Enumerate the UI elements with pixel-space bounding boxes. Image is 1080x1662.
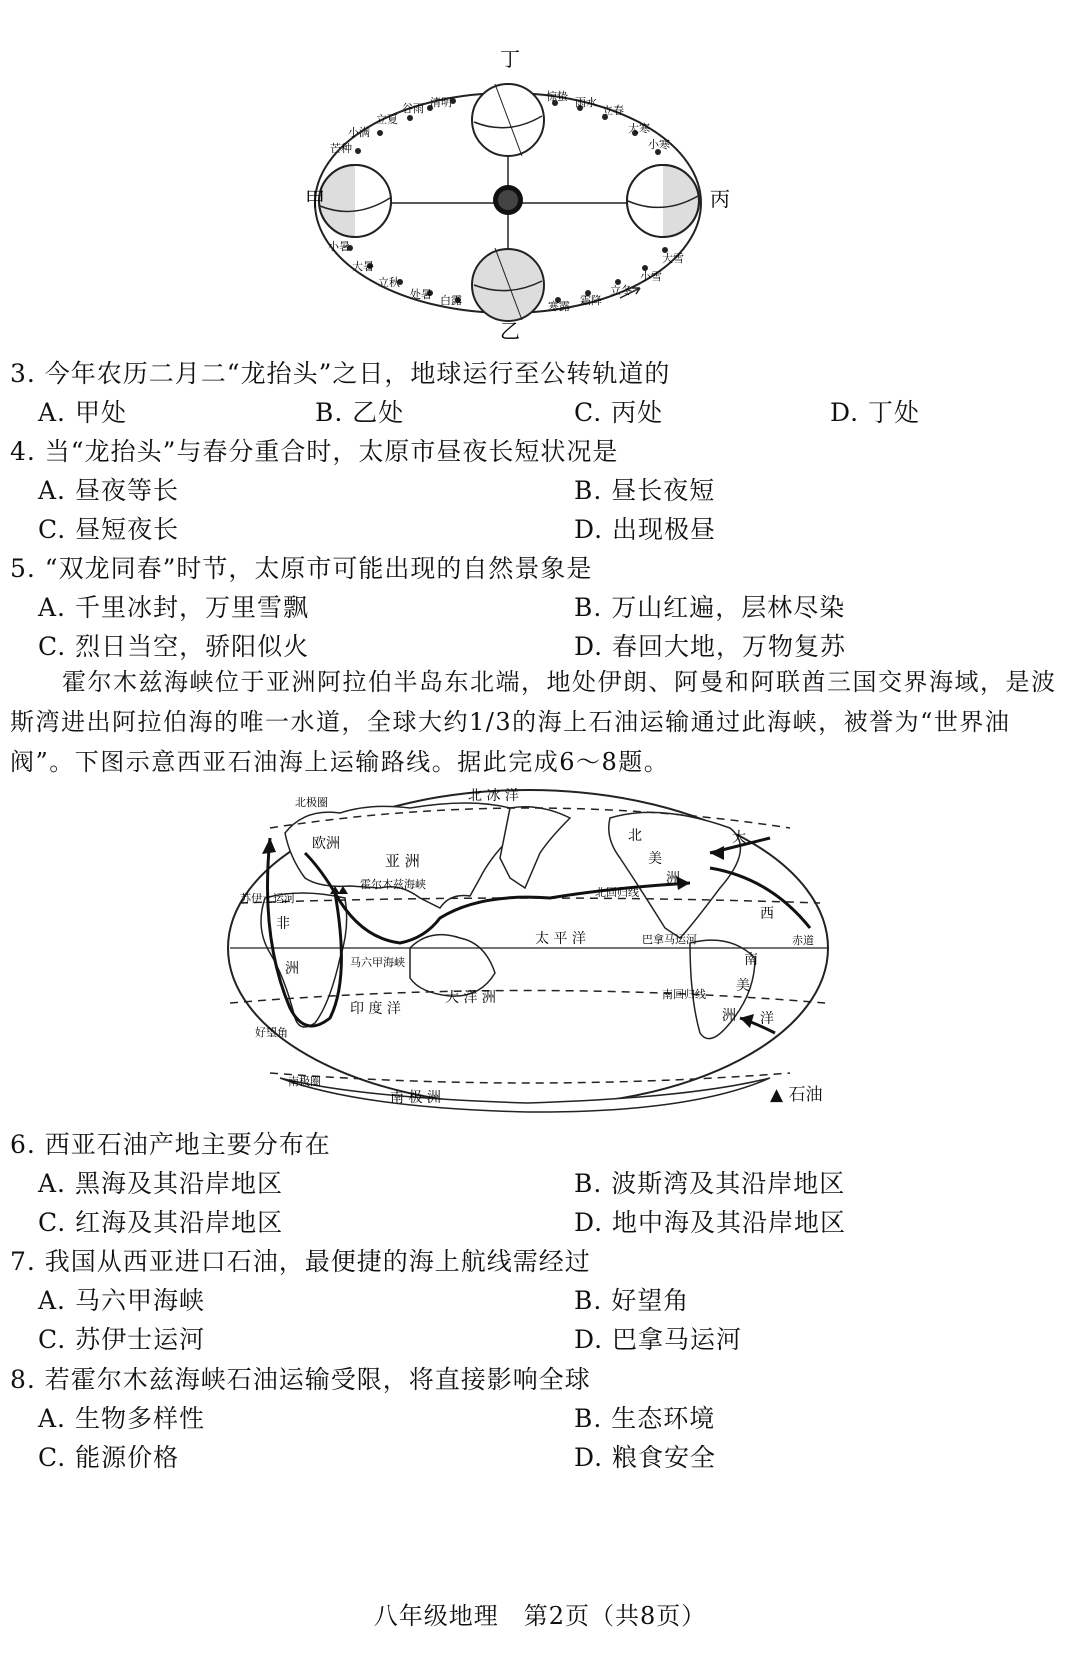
term-lidong: 立冬 <box>610 284 632 297</box>
q7-option-b[interactable]: B. 好望角 <box>574 1286 690 1315</box>
q8-option-b[interactable]: B. 生态环境 <box>574 1404 716 1433</box>
q4-option-a[interactable]: A. 昼夜等长 <box>38 476 179 505</box>
q6-option-d[interactable]: D. 地中海及其沿岸地区 <box>574 1208 847 1237</box>
term-xiaohan: 小寒 <box>648 138 670 151</box>
question-8-stem: 8. 若霍尔木兹海峡石油运输受限，将直接影响全球 <box>10 1365 591 1394</box>
q5-option-c[interactable]: C. 烈日当空，骄阳似火 <box>38 632 310 661</box>
term-lixia: 立夏 <box>376 113 398 126</box>
label-jia: 甲 <box>305 187 325 211</box>
term-xiaoman: 小满 <box>348 126 370 139</box>
term-xiaoxue: 小雪 <box>640 270 662 283</box>
earth-ding <box>472 84 544 156</box>
question-4-stem: 4. 当“龙抬头”与春分重合时，太原市昼夜长短状况是 <box>10 437 619 466</box>
map-legend <box>770 1080 822 1105</box>
earth-yi <box>472 248 544 321</box>
label-atlantic-2: 西 <box>760 906 774 922</box>
term-liqiu: 立秋 <box>378 276 400 289</box>
q3-option-d[interactable]: D. 丁处 <box>830 398 921 427</box>
label-arctic-circle: 北极圈 <box>295 796 328 809</box>
q3-option-a[interactable]: A. 甲处 <box>38 398 127 427</box>
term-chushu: 处暑 <box>410 288 432 301</box>
label-oceania: 大 洋 洲 <box>445 990 496 1006</box>
label-equator: 赤道 <box>792 934 814 947</box>
label-atlantic-1: 大 <box>732 830 746 846</box>
q7-option-d[interactable]: D. 巴拿马运河 <box>574 1325 743 1354</box>
label-tropic-north: 北回归线 <box>595 886 639 899</box>
q6-option-b[interactable]: B. 波斯湾及其沿岸地区 <box>574 1169 846 1198</box>
label-na-1: 北 <box>628 828 642 844</box>
earth-bing <box>627 165 699 237</box>
label-yi: 乙 <box>500 319 520 343</box>
q7-option-a[interactable]: A. 马六甲海峡 <box>38 1286 205 1315</box>
label-malacca: 马六甲海峡 <box>350 956 405 969</box>
label-sa-1: 南 <box>744 952 758 968</box>
label-pacific: 太 平 洋 <box>535 931 586 947</box>
q3-option-c[interactable]: C. 丙处 <box>574 398 664 427</box>
label-africa-1: 非 <box>276 916 290 932</box>
term-shuangjiang: 霜降 <box>580 294 602 307</box>
q5-option-b[interactable]: B. 万山红遍，层林尽染 <box>574 593 846 622</box>
question-3-stem: 3. 今年农历二月二“龙抬头”之日，地球运行至公转轨道的 <box>10 359 671 388</box>
q6-option-c[interactable]: C. 红海及其沿岸地区 <box>38 1208 284 1237</box>
label-indian-ocean: 印 度 洋 <box>350 1001 401 1017</box>
q8-option-c[interactable]: C. 能源价格 <box>38 1443 180 1472</box>
term-qingming: 清明 <box>430 96 452 109</box>
q8-option-a[interactable]: A. 生物多样性 <box>38 1404 205 1433</box>
term-daxue: 大雪 <box>662 252 684 265</box>
label-sa-2: 美 <box>736 978 750 994</box>
term-dashu: 大暑 <box>352 260 374 273</box>
q5-option-a[interactable]: A. 千里冰封，万里雪飘 <box>38 593 309 622</box>
label-antarctica: 南 极 洲 <box>390 1090 441 1106</box>
question-7-stem: 7. 我国从西亚进口石油，最便捷的海上航线需经过 <box>10 1247 591 1276</box>
term-jingzhe: 惊蛰 <box>546 90 568 103</box>
label-antarctic-circle: 南极圈 <box>288 1075 321 1088</box>
q8-option-d[interactable]: D. 粮食安全 <box>574 1443 717 1472</box>
term-bailu: 白露 <box>440 294 462 307</box>
label-asia: 亚 洲 <box>385 852 420 870</box>
question-5-stem: 5. “双龙同春”时节，太原市可能出现的自然景象是 <box>10 554 593 583</box>
q7-option-c[interactable]: C. 苏伊士运河 <box>38 1325 206 1354</box>
oil-route-map <box>210 778 850 1118</box>
legend-oil-label: 石油 <box>788 1085 823 1105</box>
label-africa-2: 洲 <box>285 961 299 977</box>
label-bing: 丙 <box>710 187 730 211</box>
term-xiaoshu: 小暑 <box>328 240 350 253</box>
label-suez: 苏伊士运河 <box>240 892 295 905</box>
term-yushui: 雨水 <box>575 96 597 109</box>
q4-option-b[interactable]: B. 昼长夜短 <box>574 476 716 505</box>
label-good-hope: 好望角 <box>255 1026 288 1039</box>
label-atlantic-3: 洋 <box>760 1011 774 1027</box>
q4-option-c[interactable]: C. 昼短夜长 <box>38 515 180 544</box>
page-footer: 八年级地理 第2页（共8页） <box>373 1602 707 1630</box>
earth-jia <box>319 165 391 237</box>
label-hormuz: 霍尔木兹海峡 <box>360 878 426 891</box>
label-panama: 巴拿马运河 <box>642 933 697 946</box>
earth-orbit-diagram <box>290 48 760 343</box>
label-ding: 丁 <box>500 48 520 71</box>
q4-option-d[interactable]: D. 出现极昼 <box>574 515 717 544</box>
passage-hormuz: 霍尔木兹海峡位于亚洲阿拉伯半岛东北端，地处伊朗、阿曼和阿联酋三国交界海域，是波斯湾进出阿拉伯海的唯一水道，全球大约1/3的海上石油运输通过此海峡，被誉为“世界油阀”。下图示意西亚石油海上运输路线。据此完成6～8题。 <box>10 668 1057 776</box>
label-sa-3: 洲 <box>722 1008 736 1024</box>
label-na-2: 美 <box>648 851 662 867</box>
term-lichun: 立春 <box>602 104 624 117</box>
q5-option-d[interactable]: D. 春回大地，万物复苏 <box>574 632 847 661</box>
label-tropic-south: 南回归线 <box>662 988 706 1001</box>
q6-option-a[interactable]: A. 黑海及其沿岸地区 <box>38 1169 283 1198</box>
term-dahan: 大寒 <box>628 122 650 135</box>
term-hanlu: 寒露 <box>548 300 570 313</box>
label-europe: 欧洲 <box>312 836 340 852</box>
label-arctic-ocean: 北 冰 洋 <box>468 788 519 804</box>
q3-option-b[interactable]: B. 乙处 <box>315 398 405 427</box>
question-6-stem: 6. 西亚石油产地主要分布在 <box>10 1130 331 1159</box>
oil-marker-icon: ▲ <box>770 1085 784 1105</box>
label-na-3: 洲 <box>666 871 680 887</box>
term-mangzhong: 芒种 <box>330 142 352 155</box>
term-guyu: 谷雨 <box>402 102 424 115</box>
